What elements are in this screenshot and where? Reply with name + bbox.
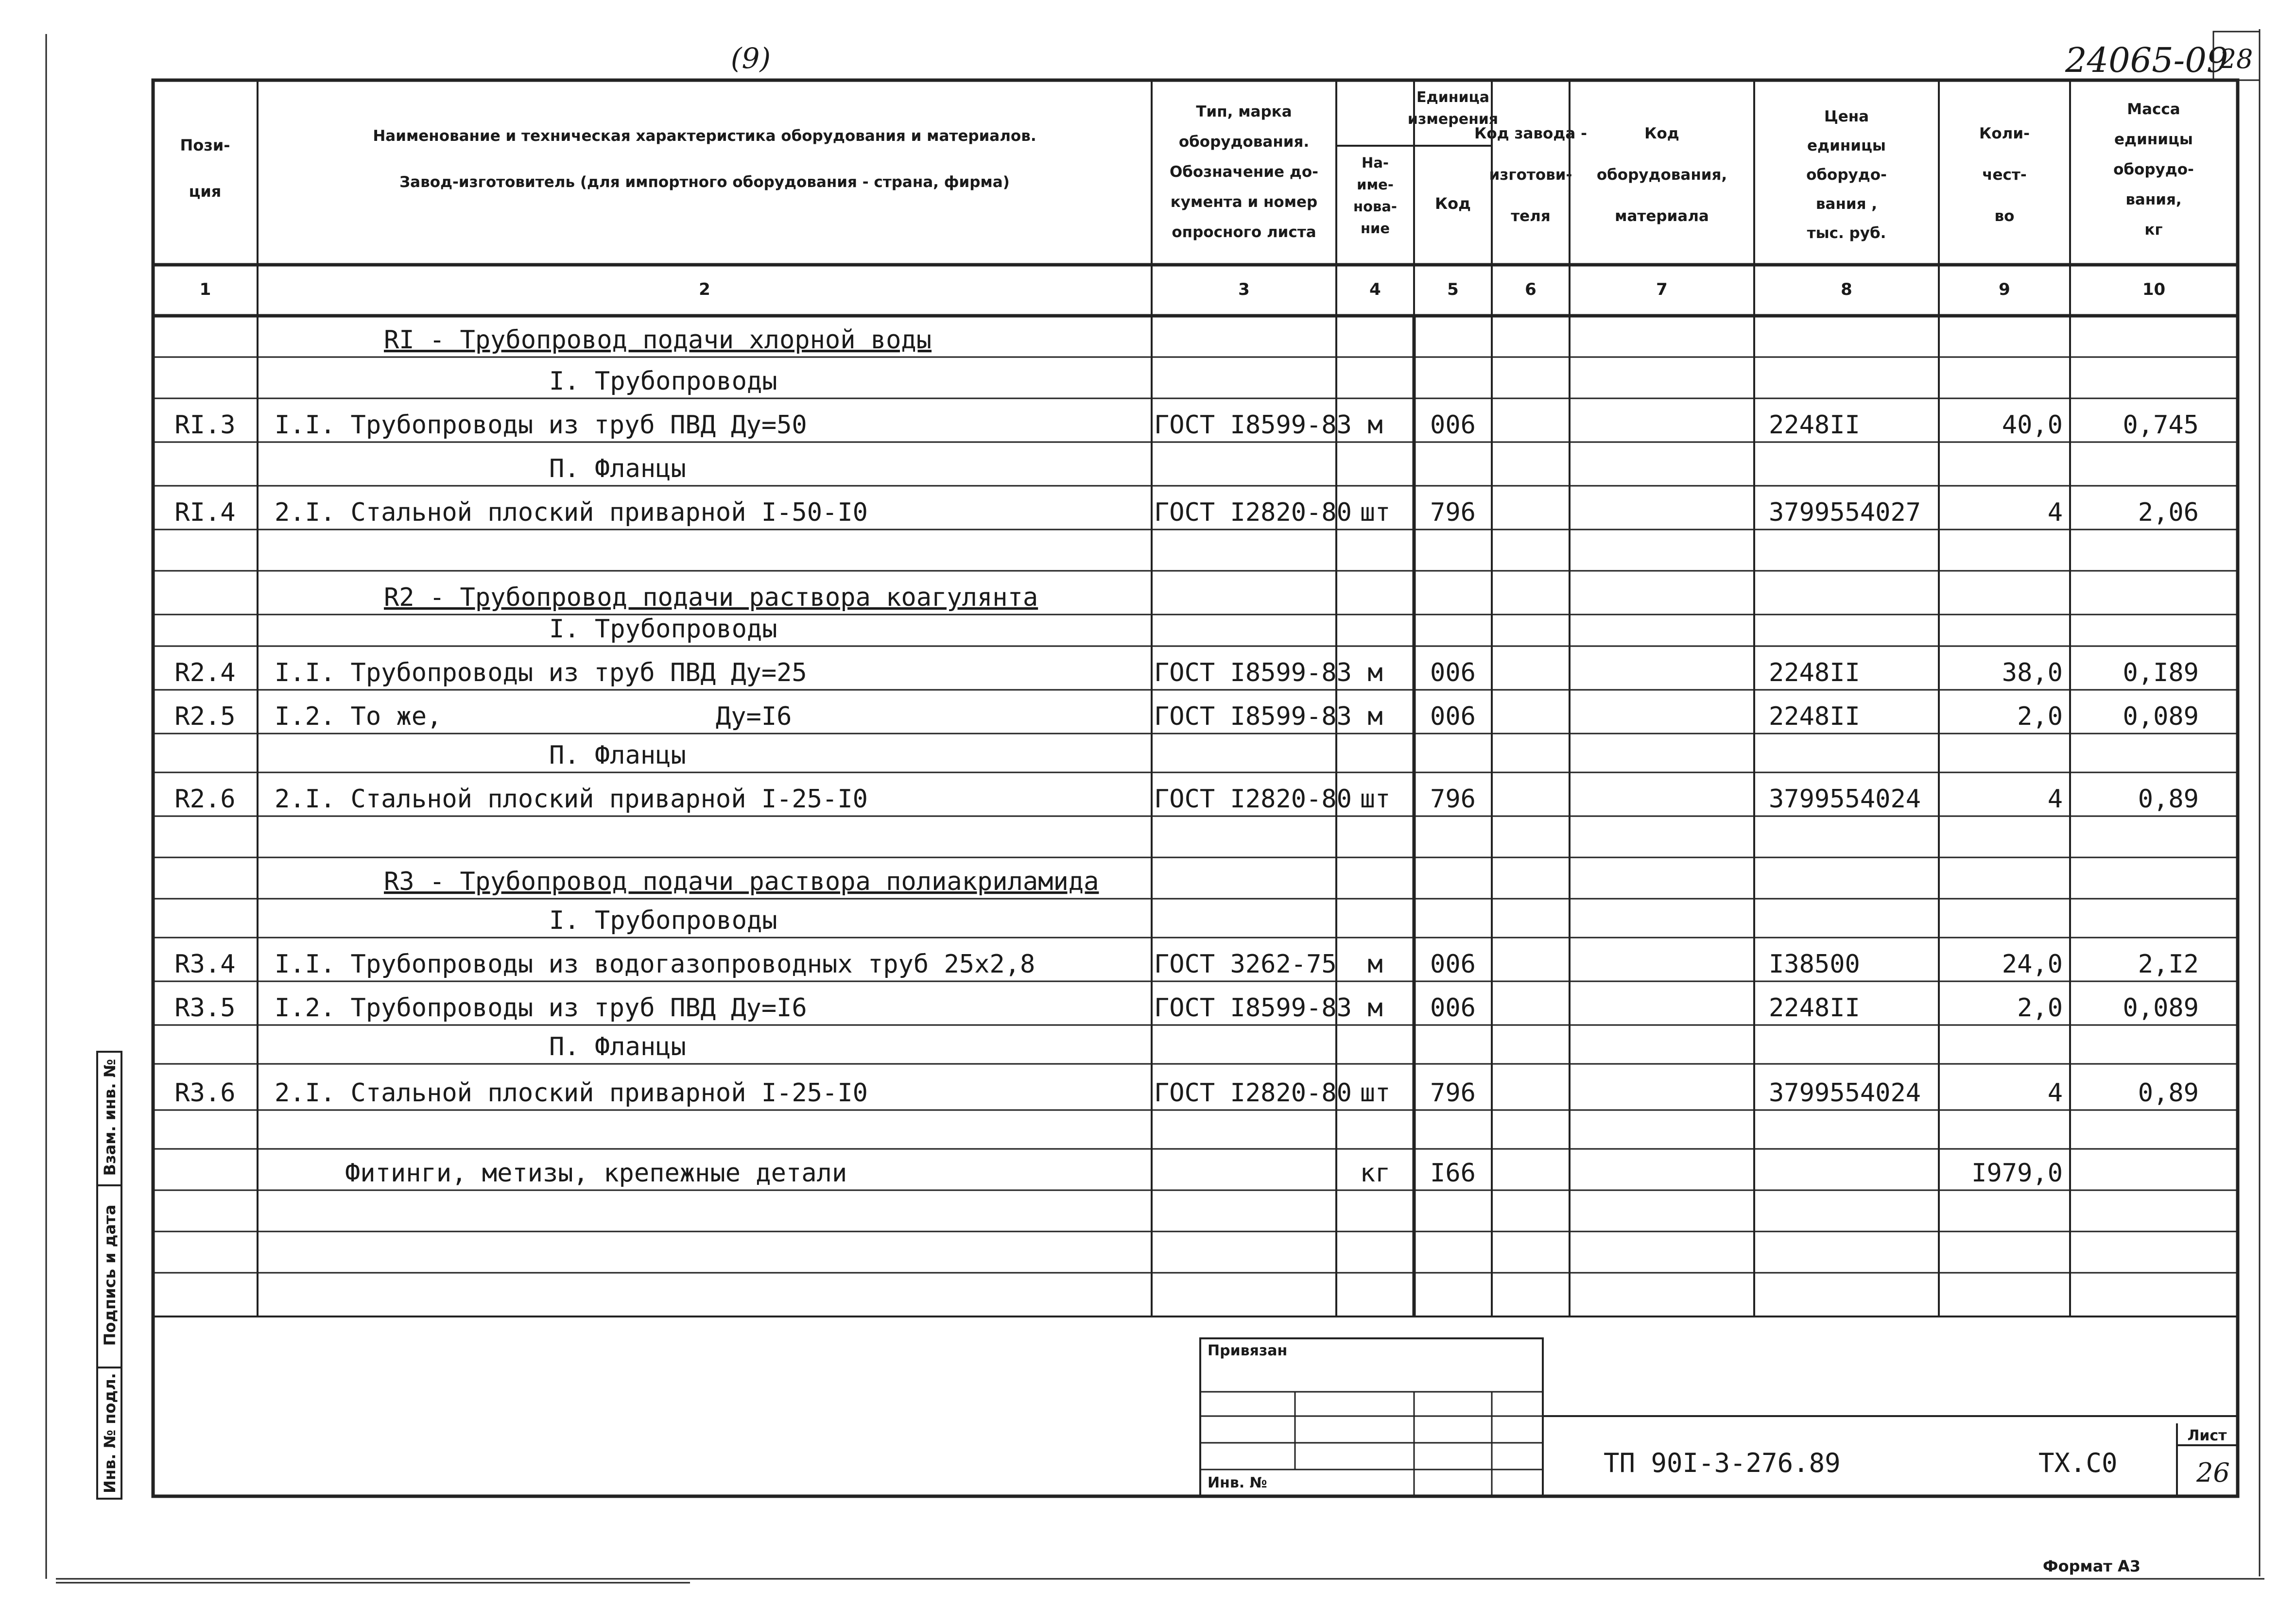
table-row: [174, 785, 2199, 814]
row-quantity: I979,0: [1971, 1159, 2063, 1188]
header-mass: единицы: [2114, 131, 2193, 148]
row-mass: 2,I2: [2138, 950, 2199, 979]
row-material-code: 2248II: [1769, 702, 1860, 731]
row-document: ГОСТ I8599-83: [1154, 702, 1352, 731]
row-name: I. Трубопроводы: [549, 367, 777, 396]
table-row: [549, 906, 777, 935]
table-row: [384, 867, 1099, 896]
stamp-original-inv-label: Инв. № подл.: [101, 1373, 119, 1493]
header-mass: Масса: [2127, 101, 2180, 118]
linked-label: Привязан: [1208, 1342, 1288, 1359]
table-row: [384, 325, 932, 355]
table-body: [174, 325, 2199, 1188]
row-material-code: 2248II: [1769, 993, 1860, 1023]
column-number: 7: [1656, 280, 1668, 299]
row-unit-code: 006: [1430, 410, 1476, 440]
column-number: 10: [2142, 280, 2166, 299]
row-material-code: 2248II: [1769, 410, 1860, 440]
table-row: [549, 454, 686, 483]
header-type-doc: кумента и номер: [1170, 193, 1318, 211]
row-quantity: 2,0: [2017, 702, 2063, 731]
header-quantity: Коли-: [1979, 125, 2030, 142]
row-unit: м: [1367, 702, 1383, 731]
row-name: I.2. То же, Ду=I6: [275, 702, 792, 731]
table-row: [174, 498, 2199, 527]
header-unit-group: измерения: [1407, 111, 1499, 128]
row-unit-code: 006: [1430, 658, 1476, 687]
row-position: R2.5: [174, 702, 236, 731]
row-quantity: 24,0: [2002, 950, 2063, 979]
header-factory-code: изготови-: [1489, 166, 1572, 184]
row-unit: кг: [1360, 1159, 1391, 1188]
row-material-code: 3799554027: [1769, 498, 1921, 527]
row-mass: 0,89: [2138, 785, 2199, 814]
row-material-code: I38500: [1769, 950, 1860, 979]
row-position: R2.6: [174, 785, 236, 814]
row-name: П. Фланцы: [549, 1032, 686, 1061]
table-row: [174, 993, 2199, 1023]
row-unit-code: 006: [1430, 702, 1476, 731]
row-document: ГОСТ I2820-80: [1154, 1078, 1352, 1108]
row-name: П. Фланцы: [549, 741, 686, 770]
corner-number: 28: [2219, 44, 2253, 74]
row-name: 2.I. Стальной плоский приварной I-25-I0: [275, 1078, 868, 1108]
row-unit-code: 796: [1430, 498, 1476, 527]
row-name: 2.I. Стальной плоский приварной I-50-I0: [275, 498, 868, 527]
header-material-code: Код: [1644, 125, 1679, 142]
row-unit: шт: [1360, 785, 1391, 814]
table-row: [174, 1078, 2199, 1108]
row-mass: 2,06: [2138, 498, 2199, 527]
column-number: 2: [699, 280, 710, 299]
row-document: ГОСТ 3262-75: [1154, 950, 1337, 979]
title-block: [1200, 1338, 2238, 1496]
column-number: 4: [1369, 280, 1381, 299]
row-material-code: 2248II: [1769, 658, 1860, 687]
header-unit-name: На-: [1362, 154, 1389, 171]
table-row: [549, 367, 777, 396]
document-code: ТП 90I-3-276.89: [1604, 1448, 1841, 1478]
row-name: I.I. Трубопроводы из водогазопроводных труб 25х2,8: [275, 950, 1036, 979]
row-position: R2.4: [174, 658, 236, 687]
header-price: вания ,: [1815, 195, 1878, 213]
table-row: [174, 658, 2199, 687]
row-quantity: 4: [2047, 785, 2063, 814]
header-mass: вания,: [2125, 191, 2182, 208]
stamp-signature-date-label: Подпись и дата: [101, 1204, 119, 1346]
table-row: [549, 615, 777, 644]
table-row: [174, 950, 2199, 979]
header-unit-name: име-: [1357, 176, 1394, 193]
sheet-value: 26: [2196, 1457, 2230, 1488]
column-number: 1: [199, 280, 211, 299]
header-material-code: материала: [1615, 207, 1709, 225]
row-unit: шт: [1360, 1078, 1391, 1108]
table-row: [345, 1159, 2063, 1188]
row-name: I.2. Трубопроводы из труб ПВД Ду=I6: [275, 993, 807, 1023]
table-grid: [153, 80, 2238, 1316]
row-material-code: 3799554024: [1769, 1078, 1921, 1108]
row-name: R2 - Трубопровод подачи раствора коагулянта: [384, 583, 1038, 612]
row-unit-code: 006: [1430, 993, 1476, 1023]
header-factory-code: теля: [1511, 207, 1551, 225]
row-unit-code: 796: [1430, 785, 1476, 814]
column-number: 5: [1447, 280, 1459, 299]
table-row: [549, 1032, 686, 1061]
table-row: [174, 410, 2199, 440]
row-unit: шт: [1360, 498, 1391, 527]
header-mass: оборудо-: [2113, 161, 2194, 178]
row-mass: 0,I89: [2123, 658, 2199, 687]
header-quantity: чест-: [1982, 166, 2027, 184]
row-name: П. Фланцы: [549, 454, 686, 483]
row-unit: м: [1367, 410, 1383, 440]
row-name: I. Трубопроводы: [549, 906, 777, 935]
row-name: RI - Трубопровод подачи хлорной воды: [384, 325, 932, 355]
row-document: ГОСТ I8599-83: [1154, 993, 1352, 1023]
row-mass: 0,89: [2138, 1078, 2199, 1108]
stamp-replace-inv-label: Взам. инв. №: [101, 1059, 119, 1176]
row-material-code: 3799554024: [1769, 785, 1921, 814]
row-name: I. Трубопроводы: [549, 615, 777, 644]
header-price: единицы: [1807, 137, 1886, 154]
header-unit-name: ние: [1360, 220, 1390, 237]
row-document: ГОСТ I2820-80: [1154, 498, 1352, 527]
table-row: [174, 702, 2199, 731]
row-name: I.I. Трубопроводы из труб ПВД Ду=50: [275, 410, 807, 440]
row-position: R3.4: [174, 950, 236, 979]
row-name: R3 - Трубопровод подачи раствора полиакриламида: [384, 867, 1099, 896]
row-unit: м: [1367, 658, 1383, 687]
header-position: Пози-: [180, 136, 230, 154]
table-row: [384, 583, 1038, 612]
sheet-label: Лист: [2187, 1427, 2227, 1444]
header-mass: кг: [2144, 221, 2163, 239]
column-number: 6: [1525, 280, 1536, 299]
row-document: ГОСТ I8599-83: [1154, 658, 1352, 687]
section-code: ТХ.С0: [2038, 1448, 2118, 1478]
inv-label: Инв. №: [1208, 1474, 1267, 1491]
header-type-doc: Тип, марка: [1196, 103, 1292, 120]
header-price: тыс. руб.: [1807, 224, 1886, 242]
format-label: Формат А3: [2042, 1557, 2141, 1575]
row-quantity: 38,0: [2002, 658, 2063, 687]
header-unit-name: нова-: [1353, 198, 1397, 215]
header-name: Завод-изготовитель (для импортного оборудования - страна, фирма): [399, 173, 1010, 191]
header-name: Наименование и техническая характеристика оборудования и материалов.: [373, 127, 1036, 145]
row-quantity: 40,0: [2002, 410, 2063, 440]
row-document: ГОСТ I2820-80: [1154, 785, 1352, 814]
header-price: Цена: [1824, 108, 1869, 125]
row-mass: 0,745: [2123, 410, 2199, 440]
header-position: ция: [189, 182, 222, 201]
row-quantity: 4: [2047, 1078, 2063, 1108]
row-document: ГОСТ I8599-83: [1154, 410, 1352, 440]
header-factory-code: Код завода -: [1474, 125, 1587, 142]
row-unit-code: 796: [1430, 1078, 1476, 1108]
archive-number: 24065-09: [2065, 40, 2228, 80]
header-type-doc: опросного листа: [1172, 223, 1316, 241]
table-header: [180, 89, 2193, 299]
header-price: оборудо-: [1806, 166, 1887, 184]
column-number: 9: [1999, 280, 2010, 299]
row-quantity: 4: [2047, 498, 2063, 527]
row-unit: м: [1367, 950, 1383, 979]
header-material-code: оборудования,: [1596, 166, 1727, 184]
header-unit-group: Единица: [1416, 89, 1489, 106]
header-type-doc: оборудования.: [1178, 133, 1310, 151]
row-position: R3.6: [174, 1078, 236, 1108]
row-name: I.I. Трубопроводы из труб ПВД Ду=25: [275, 658, 807, 687]
header-quantity: во: [1994, 207, 2015, 225]
column-number: 3: [1238, 280, 1250, 299]
row-unit: м: [1367, 993, 1383, 1023]
row-name: Фитинги, метизы, крепежные детали: [345, 1159, 847, 1188]
row-mass: 0,089: [2123, 702, 2199, 731]
row-mass: 0,089: [2123, 993, 2199, 1023]
row-unit-code: 006: [1430, 950, 1476, 979]
row-position: R3.5: [174, 993, 236, 1023]
header-unit-code: Код: [1435, 194, 1471, 213]
sheet-number-top: (9): [730, 42, 771, 75]
row-name: 2.I. Стальной плоский приварной I-25-I0: [275, 785, 868, 814]
side-stamp: [97, 1052, 121, 1499]
row-position: RI.4: [174, 498, 236, 527]
header-type-doc: Обозначение до-: [1169, 163, 1319, 181]
row-quantity: 2,0: [2017, 993, 2063, 1023]
row-position: RI.3: [174, 410, 236, 440]
row-unit-code: I66: [1430, 1159, 1476, 1188]
table-row: [549, 741, 686, 770]
column-number: 8: [1841, 280, 1852, 299]
